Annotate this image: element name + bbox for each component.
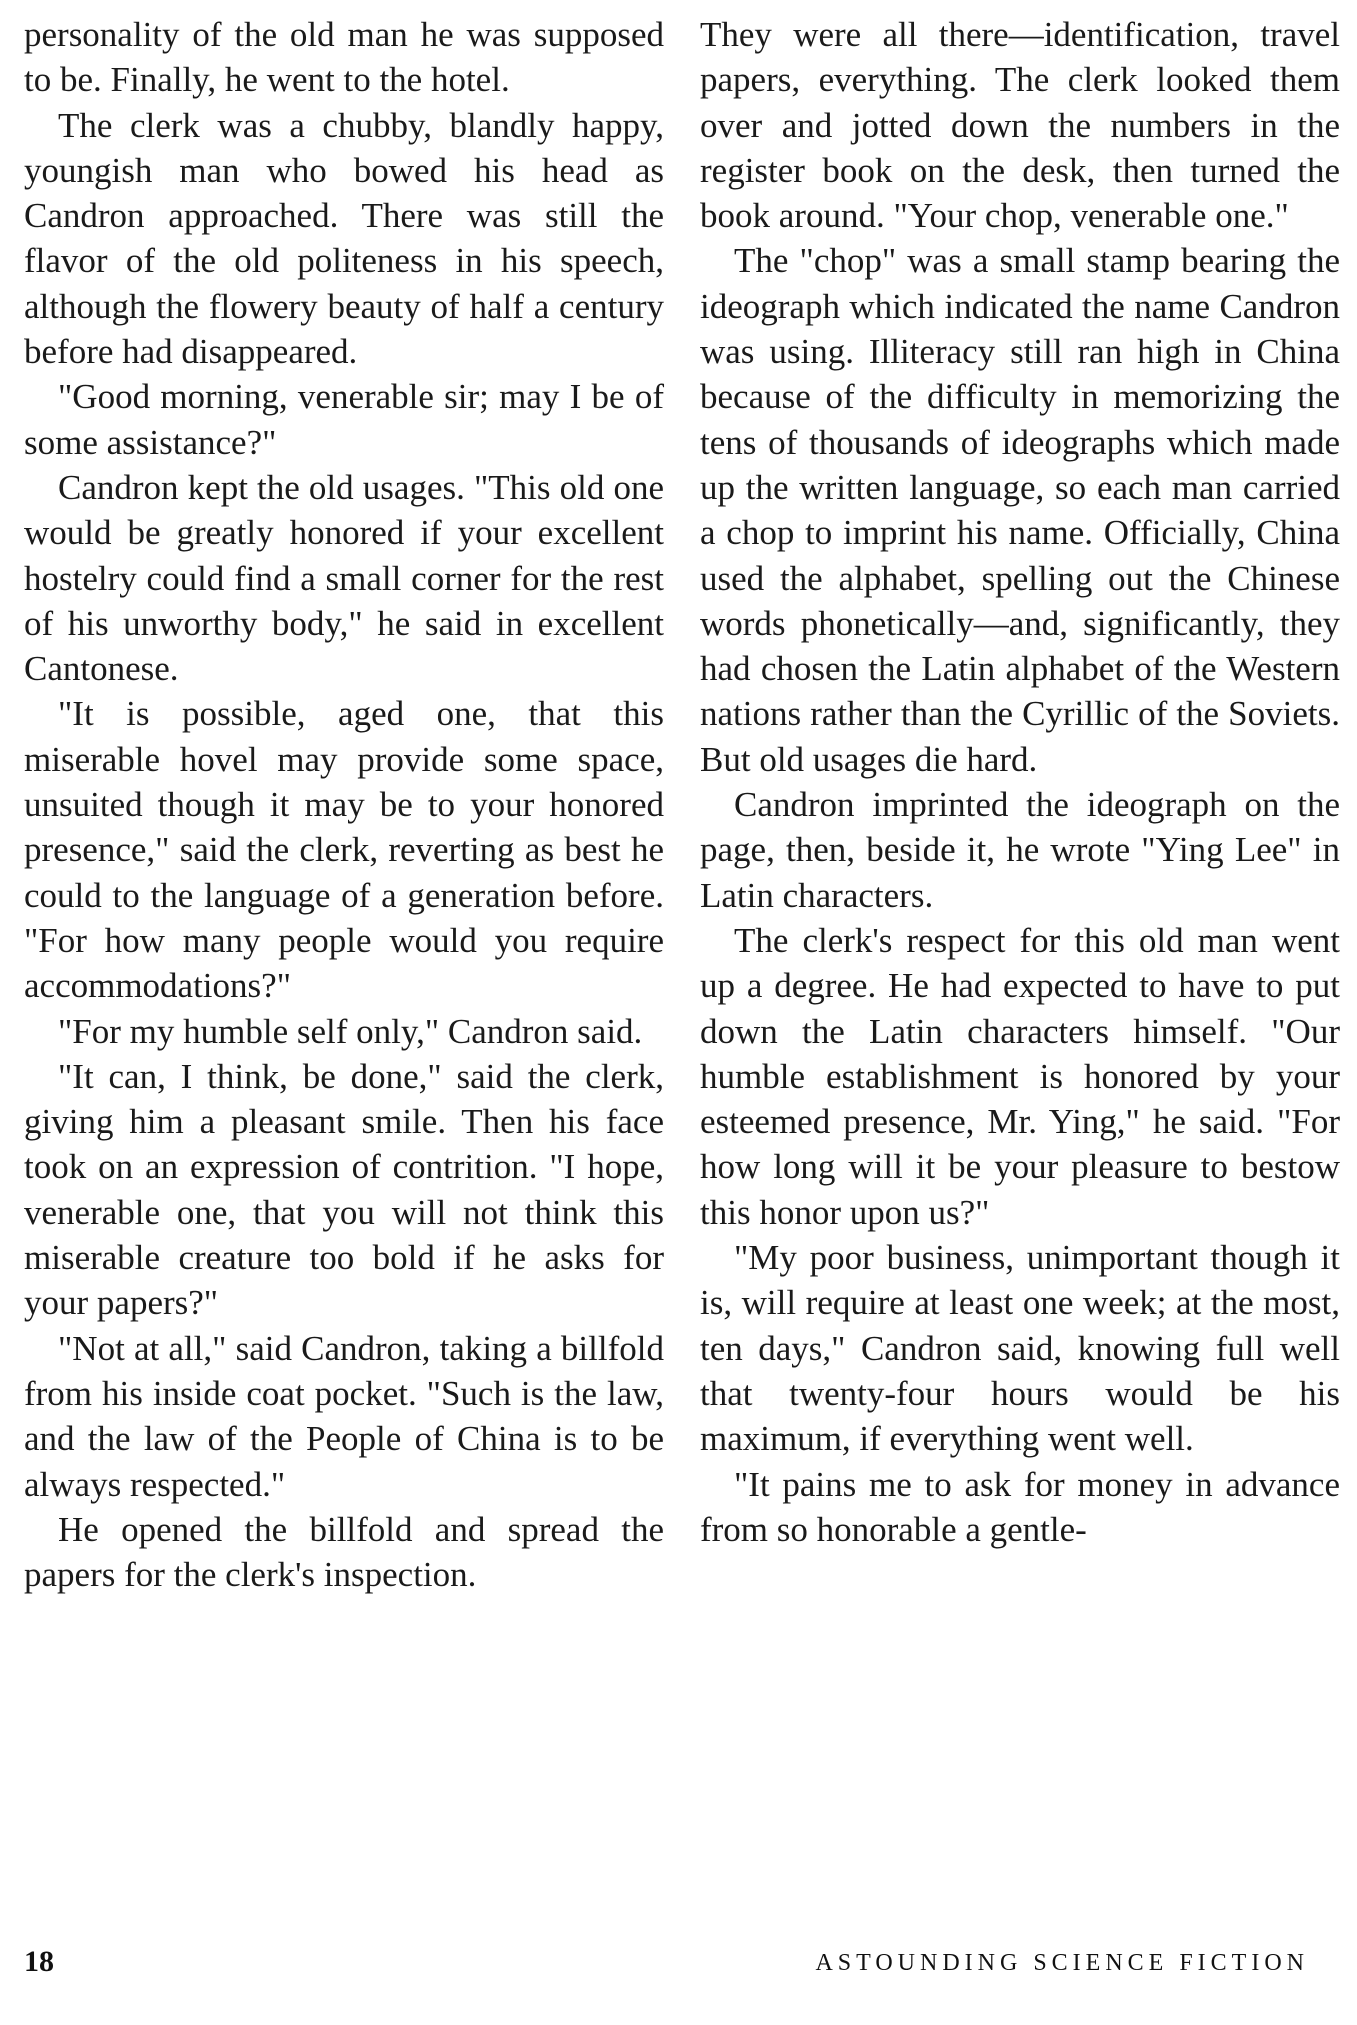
paragraph: "For my humble self only," Candron said.: [58, 1011, 643, 1051]
paragraph: The clerk was a chubby, blandly happy, youngish man who bowed his head as Candron approached. There was still the flavor of the old politeness in his speech, although the flowery beauty of half a century before had disappeared.: [24, 105, 664, 372]
right-column: [700, 12, 1340, 1552]
paragraph: He opened the billfold and spread the papers for the clerk's inspection.: [24, 1509, 664, 1595]
paragraph: The "chop" was a small stamp bearing the ideograph which indicated the name Candron was using. Illiteracy still ran high in China because of the difficulty in memorizing the tens of thousands of ideographs which made up the written language, so each man carried a chop to imprint his name. Officially, China used the alphabet, spelling out the Chinese words phonetically—and, significantly, they had chosen the Latin alphabet of the Western nations rather than the Cyrillic of the Soviets. But old usages die hard.: [700, 241, 1340, 779]
left-column: [24, 12, 664, 1597]
paragraph-continuation: They were all there—identification, travel papers, everything. The clerk looked them over and jotted down the numbers in the register book on the desk, then turned the book around. "Your chop, venerable one.": [700, 15, 1340, 236]
paragraph: "My poor business, unimportant though it is, will require at least one week; at the most, ten days," Candron said, knowing full well that twenty-four hours would be his maximum, if everything went well.: [700, 1238, 1340, 1459]
magazine-title: ASTOUNDING SCIENCE FICTION: [815, 1950, 1309, 1976]
paragraph-continuation: personality of the old man he was supposed to be. Finally, he went to the hotel.: [24, 15, 664, 100]
paragraph: "It is possible, aged one, that this miserable hovel may provide some space, unsuited though it may be to your honored presence," said the clerk, reverting as best he could to the language of a generation before. "For how many people would you require accommodations?": [24, 694, 664, 1006]
page-number: 18: [24, 1945, 54, 1978]
paragraph: Candron kept the old usages. "This old one would be greatly honored if your excellent hostelry could find a small corner for the rest of his unworthy body," he said in excellent Cantonese.: [24, 467, 664, 689]
paragraph: "It can, I think, be done," said the clerk, giving him a pleasant smile. Then his face took on an expression of contrition. "I hope, venerable one, that you will not think this miserable creature too bold if he asks for your papers?": [24, 1056, 664, 1323]
paragraph: The clerk's respect for this old man went up a degree. He had expected to have to put down the Latin characters himself. "Our humble establishment is honored by your esteemed presence, Mr. Ying," he said. "For how long will it be your pleasure to bestow this honor upon us?": [700, 920, 1340, 1232]
paragraph: Candron imprinted the ideograph on the page, then, beside it, he wrote "Ying Lee" in Latin characters.: [700, 785, 1340, 915]
paragraph: "Not at all," said Candron, taking a billfold from his inside coat pocket. "Such is the law, and the law of the People of China is to be always respected.": [24, 1328, 664, 1504]
paragraph: "Good morning, venerable sir; may I be of some assistance?": [24, 377, 664, 462]
paragraph: "It pains me to ask for money in advance from so honorable a gentle-: [700, 1464, 1340, 1549]
